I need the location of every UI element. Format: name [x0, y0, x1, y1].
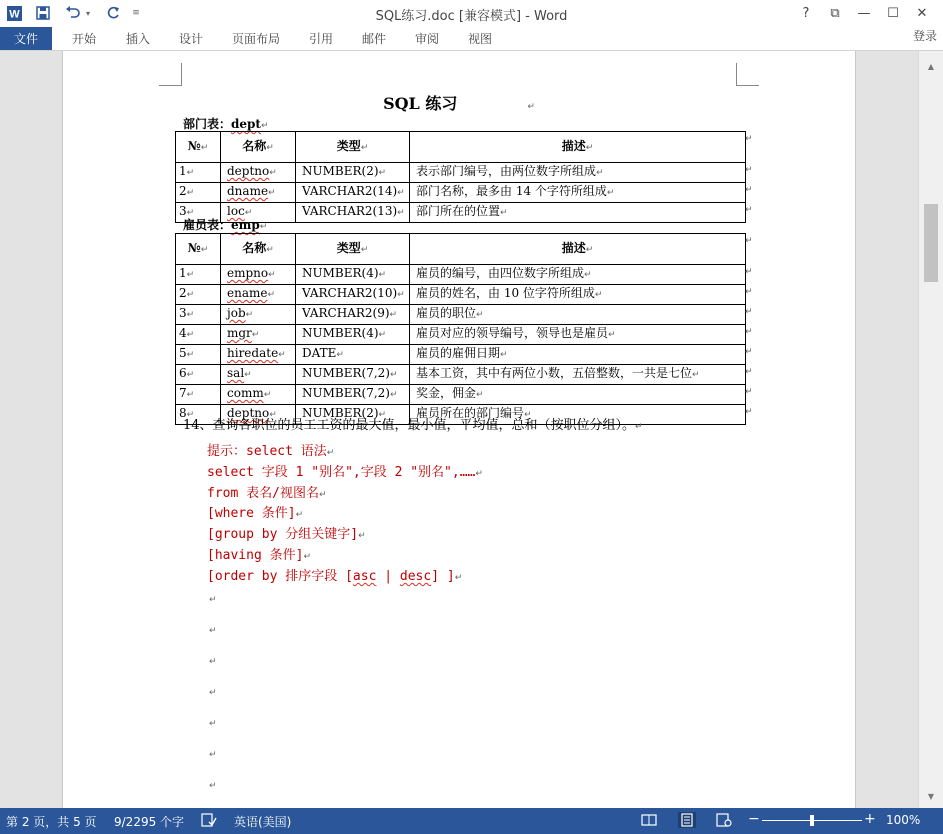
tab-mailings[interactable]: 邮件 [362, 32, 387, 46]
question-14 [183, 414, 643, 433]
empty-paragraph-mark: ↵ [209, 688, 217, 698]
table-cell [296, 285, 410, 305]
customize-qat-icon[interactable]: ≡ [132, 8, 140, 18]
paragraph-mark: ↵ [186, 410, 195, 420]
row-end-mark: ↵ [745, 266, 753, 277]
cell-text: NUMBER(2) [302, 406, 379, 420]
paragraph-mark: ↵ [186, 168, 195, 178]
paragraph-mark: ↵ [263, 390, 272, 400]
hint-line [207, 523, 366, 542]
paragraph-mark: ↵ [378, 168, 387, 178]
paragraph-mark: ↵ [186, 310, 195, 320]
table-cell [410, 183, 746, 203]
column-name: hiredate [227, 346, 279, 360]
paragraph-mark: ↵ [358, 531, 366, 542]
paragraph-mark: ↵ [608, 330, 616, 340]
row-end-mark: ↵ [745, 286, 753, 297]
column-name: empno [227, 266, 269, 280]
paragraph-mark: ↵ [585, 245, 594, 255]
table-cell [296, 203, 410, 223]
cell-text: 2 [179, 184, 187, 198]
hint-text: select 字段 1 "别名",字段 2 "别名",…… [207, 464, 476, 480]
row-end-mark: ↵ [745, 346, 753, 357]
zoom-out-icon[interactable]: − [748, 811, 760, 827]
hint-line [207, 440, 334, 459]
ribbon-display-icon[interactable]: ⧉ [830, 5, 840, 21]
proofing-icon[interactable] [200, 812, 218, 828]
crop-mark-top-right [736, 63, 759, 86]
cell-text: 2 [179, 286, 187, 300]
paragraph-mark: ↵ [527, 102, 535, 112]
paragraph-mark: ↵ [397, 208, 405, 218]
paragraph-mark: ↵ [244, 370, 252, 380]
paragraph-mark: ↵ [476, 390, 484, 400]
cell-text: 部门所在的位置 [416, 204, 501, 218]
paragraph-mark: ↵ [336, 350, 344, 360]
hint-text: [group by 分组关键字] [207, 527, 359, 543]
row-end-mark: ↵ [745, 235, 753, 246]
paragraph-mark: ↵ [244, 208, 253, 218]
column-name: mgr [227, 326, 252, 340]
paragraph-mark: ↵ [186, 270, 195, 280]
cell-text: 雇员的姓名，由 10 位字符所组成 [416, 286, 595, 300]
cell-text: 部门名称，最多由 14 个字符所组成 [416, 184, 607, 198]
table-cell [296, 345, 410, 365]
paragraph-mark: ↵ [397, 290, 405, 300]
table-cell [296, 305, 410, 325]
crop-mark-top-left [159, 63, 182, 86]
paragraph-mark: ↵ [186, 208, 195, 218]
web-layout-icon[interactable] [715, 812, 733, 828]
title-bar [0, 0, 943, 27]
paragraph-mark: ↵ [500, 208, 508, 218]
row-end-mark: ↵ [745, 406, 753, 417]
table-cell [410, 265, 746, 285]
paragraph-mark: ↵ [267, 290, 276, 300]
table-cell [221, 385, 296, 405]
paragraph-mark: ↵ [278, 350, 286, 360]
document-page[interactable] [62, 51, 856, 808]
hint-line [207, 565, 462, 584]
paragraph-mark: ↵ [260, 121, 269, 131]
paragraph-mark: ↵ [266, 143, 274, 153]
table-header-cell: 名称↵ [221, 132, 296, 163]
table-cell [176, 325, 221, 345]
close-button[interactable]: ✕ [916, 5, 928, 21]
emp-label-name: emp [231, 218, 260, 232]
document-workspace [0, 51, 918, 808]
empty-paragraph-mark: ↵ [209, 781, 217, 791]
scrollbar-thumb[interactable] [924, 204, 938, 282]
dept-table [175, 131, 746, 223]
table-header-cell: 类型↵ [296, 234, 410, 265]
paragraph-mark: ↵ [360, 143, 369, 153]
cell-text: VARCHAR2(9) [302, 306, 390, 320]
hint-text: | [376, 568, 400, 584]
paragraph-mark: ↵ [268, 270, 276, 280]
cell-text: NUMBER(7,2) [302, 366, 390, 380]
paragraph-mark: ↵ [186, 290, 195, 300]
cell-text: 6 [179, 366, 187, 380]
read-mode-icon[interactable] [640, 812, 658, 828]
hint-text: [where 条件] [207, 506, 296, 522]
cell-text: NUMBER(4) [302, 326, 379, 340]
table-row [176, 163, 746, 183]
column-name: deptno [227, 164, 270, 178]
row-end-mark: ↵ [745, 306, 753, 317]
column-name: job [227, 306, 246, 320]
tab-page-layout[interactable]: 页面布局 [232, 32, 281, 46]
zoom-in-icon[interactable]: + [864, 811, 876, 827]
dept-label-text: 部门表： [183, 117, 232, 131]
paragraph-mark: ↵ [269, 410, 277, 420]
table-header-cell: 描述↵ [410, 234, 746, 265]
table-row [176, 325, 746, 345]
paragraph-mark: ↵ [378, 270, 387, 280]
zoom-level[interactable]: 100% [886, 813, 921, 827]
column-name: deptno [227, 406, 270, 420]
tab-insert[interactable]: 插入 [126, 32, 151, 46]
hint-text: from 表名/视图名 [207, 485, 319, 501]
table-cell [176, 305, 221, 325]
cell-text: 雇员对应的领导编号，领导也是雇员 [416, 326, 609, 340]
empty-paragraph-mark: ↵ [209, 626, 217, 636]
cell-text: 雇员所在的部门编号 [416, 406, 525, 420]
column-name: ename [227, 286, 268, 300]
cell-text: 奖金，佣金 [416, 386, 477, 400]
spell-word: asc [352, 568, 377, 584]
table-cell [221, 183, 296, 203]
table-cell [176, 345, 221, 365]
scroll-up-icon[interactable]: ▲ [927, 62, 935, 71]
hint-line [207, 461, 483, 480]
minimize-button[interactable]: — [857, 5, 871, 21]
cell-text: VARCHAR2(13) [302, 204, 398, 218]
hint-text: [order by 排序字段 [ [207, 568, 353, 584]
paragraph-mark: ↵ [186, 390, 195, 400]
table-row [176, 385, 746, 405]
hint-text: 提示：select 语法 [207, 444, 327, 459]
hint-line [207, 482, 327, 501]
table-cell [221, 163, 296, 183]
dept-table-label [183, 115, 269, 132]
row-end-mark: ↵ [745, 366, 753, 377]
paragraph-mark: ↵ [245, 310, 254, 320]
undo-dropdown-icon[interactable]: ▾ [85, 8, 90, 18]
tab-design[interactable]: 设计 [179, 32, 204, 46]
paragraph-mark: ↵ [200, 245, 209, 255]
row-end-mark: ↵ [745, 204, 753, 215]
cell-text: 1 [179, 266, 187, 280]
language-indicator[interactable]: 英语(美国) [234, 815, 292, 829]
paragraph-mark: ↵ [186, 370, 195, 380]
tab-view[interactable]: 视图 [468, 32, 493, 46]
paragraph-mark: ↵ [500, 350, 508, 360]
emp-table-label [183, 216, 267, 233]
cell-text: 1 [179, 164, 187, 178]
table-cell [296, 183, 410, 203]
paragraph-mark: ↵ [606, 188, 615, 198]
paragraph-mark: ↵ [318, 489, 327, 500]
table-row [176, 285, 746, 305]
paragraph-mark: ↵ [454, 572, 463, 583]
empty-paragraph-mark: ↵ [209, 595, 217, 605]
column-name: sal [227, 366, 245, 380]
paragraph-mark: ↵ [378, 410, 387, 420]
question-text: 14、查询各职位的员工工资的最大值，最小值，平均值，总和（按职位分组）。 [183, 418, 636, 433]
column-name: dname [227, 184, 269, 198]
cell-text: 雇员的编号，由四位数字所组成 [416, 266, 585, 280]
page-count[interactable]: 第 2 页，共 5 页 [6, 815, 97, 829]
table-header-cell: №↵ [176, 132, 221, 163]
table-row [176, 183, 746, 203]
maximize-button[interactable]: ☐ [887, 5, 899, 21]
paragraph-mark: ↵ [303, 552, 311, 562]
table-cell [176, 265, 221, 285]
table-header-row [176, 234, 746, 265]
paragraph-mark: ↵ [259, 222, 268, 232]
table-cell [221, 305, 296, 325]
hint-text: ] ] [431, 568, 455, 584]
paragraph-mark: ↵ [186, 188, 195, 198]
emp-table [175, 233, 746, 425]
paragraph-mark: ↵ [251, 330, 260, 340]
cell-text: NUMBER(2) [302, 164, 379, 178]
paragraph-mark: ↵ [200, 143, 209, 153]
cell-text: DATE [302, 346, 337, 360]
paragraph-mark: ↵ [186, 330, 195, 340]
table-cell [410, 345, 746, 365]
cell-text: 3 [179, 204, 187, 218]
paragraph-mark: ↵ [397, 188, 405, 198]
paragraph-mark: ↵ [389, 310, 398, 320]
table-row [176, 365, 746, 385]
zoom-slider-thumb[interactable] [810, 815, 814, 826]
tab-file[interactable]: 文件 [0, 27, 52, 50]
row-end-mark: ↵ [745, 184, 753, 195]
table-cell [176, 163, 221, 183]
table-cell [296, 365, 410, 385]
table-cell [221, 365, 296, 385]
table-cell [410, 285, 746, 305]
scroll-down-icon[interactable]: ▼ [927, 792, 935, 801]
empty-paragraph-mark: ↵ [209, 750, 217, 760]
row-end-mark: ↵ [745, 164, 753, 175]
table-cell [410, 365, 746, 385]
table-cell [176, 365, 221, 385]
column-name: loc [227, 204, 245, 218]
empty-paragraph-mark: ↵ [209, 657, 217, 667]
paragraph-mark: ↵ [584, 270, 592, 280]
document-title [63, 91, 855, 114]
table-cell [176, 183, 221, 203]
tab-home[interactable]: 开始 [72, 32, 97, 46]
paragraph-mark: ↵ [268, 188, 276, 198]
ribbon-tabs [0, 27, 943, 50]
paragraph-mark: ↵ [378, 330, 387, 340]
table-cell [221, 285, 296, 305]
table-header-cell: 类型↵ [296, 132, 410, 163]
table-cell [296, 163, 410, 183]
paragraph-mark: ↵ [585, 143, 594, 153]
table-cell [296, 385, 410, 405]
cell-text: 8 [179, 406, 187, 420]
cell-text: 3 [179, 306, 187, 320]
paragraph-mark: ↵ [186, 350, 195, 360]
table-cell [176, 285, 221, 305]
column-name: comm [227, 386, 264, 400]
table-cell [221, 265, 296, 285]
hint-line [207, 544, 311, 563]
table-cell [296, 325, 410, 345]
paragraph-mark: ↵ [389, 370, 398, 380]
word-count[interactable]: 9/2295 个字 [114, 815, 185, 829]
hint-line [207, 502, 303, 521]
empty-paragraph-mark: ↵ [209, 719, 217, 729]
paragraph-mark: ↵ [476, 310, 484, 320]
paragraph-mark: ↵ [266, 245, 274, 255]
paragraph-mark: ↵ [475, 468, 483, 479]
cell-text: 基本工资，其中有两位小数，五倍整数，一共是七位 [416, 366, 693, 380]
paragraph-mark: ↵ [360, 245, 369, 255]
hint-text: [having 条件] [207, 548, 304, 563]
paragraph-mark: ↵ [295, 510, 304, 521]
table-cell [410, 325, 746, 345]
emp-label-text: 雇员表： [183, 218, 232, 232]
cell-text: 5 [179, 346, 187, 360]
print-layout-icon[interactable] [678, 812, 696, 828]
sign-in-link[interactable]: 登录 [912, 29, 937, 43]
tab-references[interactable]: 引用 [309, 32, 334, 46]
table-row [176, 305, 746, 325]
status-bar [0, 808, 943, 834]
table-cell [410, 163, 746, 183]
paragraph-mark: ↵ [692, 370, 700, 380]
cell-text: 雇员的职位 [416, 306, 477, 320]
paragraph-mark: ↵ [596, 168, 604, 178]
title-text: SQL 练习 [383, 94, 458, 113]
table-cell [221, 345, 296, 365]
paragraph-mark: ↵ [594, 290, 603, 300]
table-cell [221, 325, 296, 345]
cell-text: 表示部门编号，由两位数字所组成 [416, 164, 597, 178]
table-row [176, 345, 746, 365]
svg-text:W: W [8, 8, 20, 20]
cell-text: NUMBER(7,2) [302, 386, 390, 400]
table-cell [410, 203, 746, 223]
dept-label-name: dept [231, 117, 261, 131]
paragraph-mark: ↵ [389, 390, 398, 400]
row-end-mark: ↵ [745, 386, 753, 397]
cell-text: VARCHAR2(14) [302, 184, 398, 198]
table-header-cell: №↵ [176, 234, 221, 265]
table-row [176, 265, 746, 285]
cell-text: VARCHAR2(10) [302, 286, 398, 300]
paragraph-mark: ↵ [635, 422, 643, 432]
cell-text: 雇员的雇佣日期 [416, 346, 501, 360]
window-title: SQL练习.doc [兼容模式] - Word [375, 9, 568, 24]
paragraph-mark: ↵ [269, 168, 277, 178]
paragraph-mark: ↵ [326, 448, 335, 458]
vertical-scrollbar[interactable] [918, 51, 943, 808]
row-end-mark: ↵ [745, 326, 753, 337]
table-cell [176, 385, 221, 405]
cell-text: 4 [179, 326, 187, 340]
paragraph-mark: ↵ [524, 410, 532, 420]
table-header-cell: 名称↵ [221, 234, 296, 265]
cell-text: 7 [179, 386, 187, 400]
row-end-mark: ↵ [745, 133, 753, 144]
tab-review[interactable]: 审阅 [415, 32, 440, 46]
table-header-row [176, 132, 746, 163]
table-cell [410, 385, 746, 405]
spell-word: desc [399, 568, 432, 584]
table-cell [296, 265, 410, 285]
cell-text: NUMBER(4) [302, 266, 379, 280]
table-cell [410, 305, 746, 325]
table-header-cell: 描述↵ [410, 132, 746, 163]
help-button[interactable]: ? [802, 5, 810, 21]
